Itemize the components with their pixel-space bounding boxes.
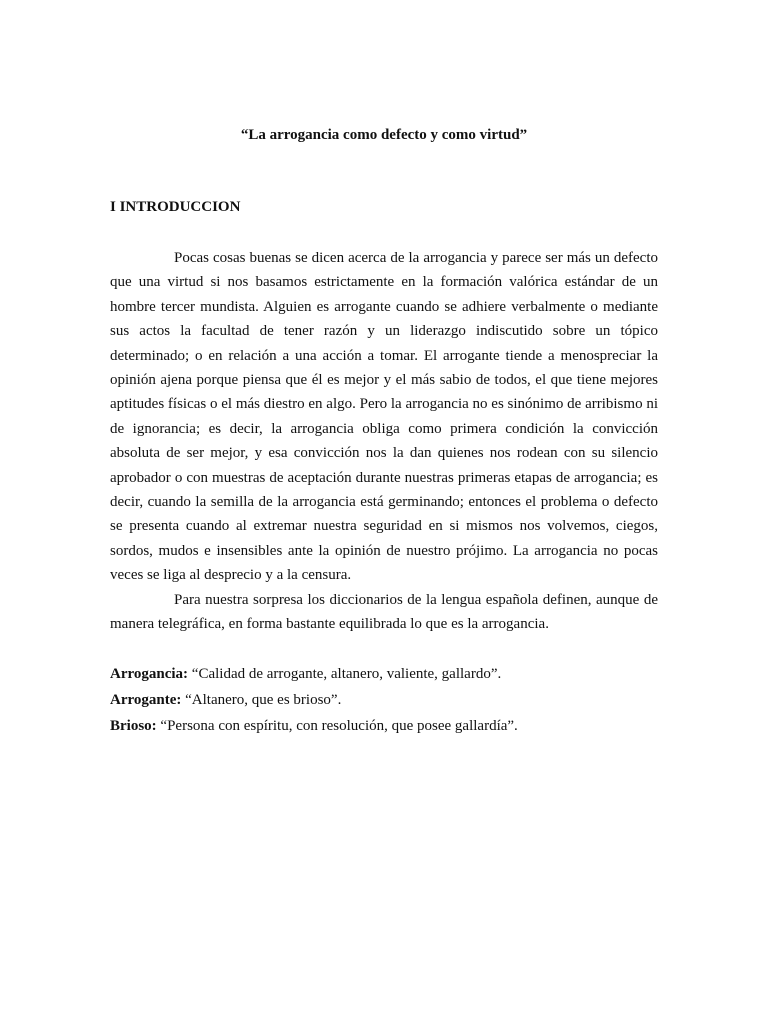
- paragraph-1: Pocas cosas buenas se dicen acerca de la arrogancia y parece ser más un defecto que una virtud si nos basamos estrictamente en la formación valórica estándar de un hombre tercer mundista. Alguien es arrogante cuando se adhiere verbalmente o mediante sus actos la facultad de tener razón y un liderazgo indiscutido sobre un tópico determinado; o en relación a una acción a tomar. El arrogante tiende a menospreciar la opinión ajena porque piensa que él es mejor y el más sabio de todos, el que tiene mejores aptitudes físicas o el más diestro en algo. Pero la arrogancia no es sinónimo de arribismo ni de ignorancia; es decir, la arrogancia obliga como primera condición la convicción absoluta de ser mejor, y esa convicción nos la dan quienes nos rodean con su silencio aprobador o con muestras de aceptación durante nuestras primeras etapas de arrogancia; es decir, cuando la semilla de la arrogancia está germinando; entonces el problema o defecto se presenta cuando al extremar nuestra seguridad en si mismos nos volvemos, ciegos, sordos, mudos e insensibles ante la opinión de nuestro prójimo. La arrogancia no pocas veces se liga al desprecio y a la censura.: [110, 250, 658, 584]
- document-title: “La arrogancia como defecto y como virtud”: [240, 127, 528, 143]
- definition-text: “Calidad de arrogante, altanero, valiente, gallardo”.: [188, 666, 502, 682]
- definition-text: “Persona con espíritu, con resolución, que posee gallardía”.: [156, 718, 518, 734]
- definition-term: Brioso:: [110, 718, 157, 734]
- introduction-body: [110, 246, 658, 637]
- definition-term: Arrogante:: [110, 692, 182, 708]
- definition-brioso: [110, 713, 658, 739]
- paragraph-2: Para nuestra sorpresa los diccionarios de la lengua española definen, aunque de manera telegráfica, en forma bastante equilibrada lo que es la arrogancia.: [110, 591, 658, 633]
- definition-arrogante: [110, 687, 658, 713]
- definition-arrogancia: [110, 661, 658, 687]
- definition-text: “Altanero, que es brioso”.: [181, 692, 342, 708]
- section-heading: I INTRODUCCION: [110, 199, 241, 215]
- definitions-list: [110, 661, 658, 739]
- definition-term: Arrogancia:: [110, 666, 189, 682]
